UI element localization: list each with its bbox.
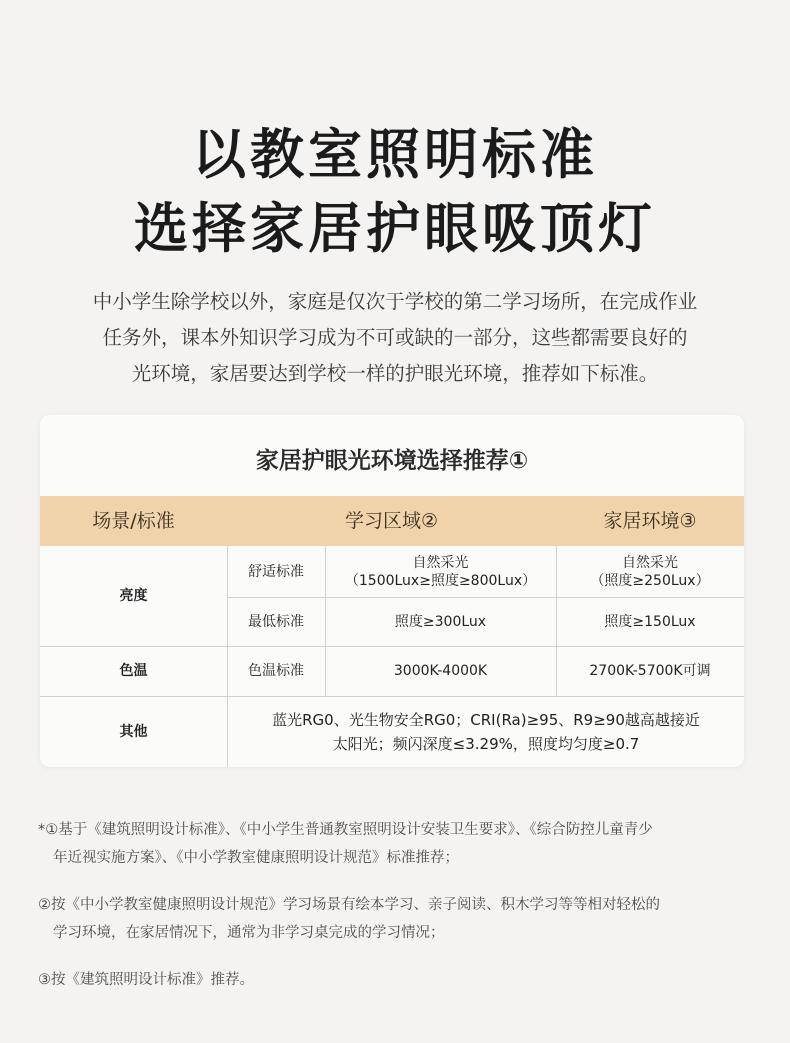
cell-text: 自然采光	[412, 554, 469, 571]
cell-text: 自然采光	[622, 554, 678, 571]
intro-line: 光环境，家居要达到学校一样的护眼光环境，推荐如下标准。	[131, 362, 659, 385]
intro-line: 任务外，课本外知识学习成为不可或缺的一部分，这些都需要良好的	[102, 326, 688, 349]
footnote-2	[38, 891, 758, 947]
cell-comfort-study	[325, 546, 556, 597]
row-label-other: 其他	[119, 723, 148, 740]
footnote-3	[38, 966, 758, 994]
cell-text: 太阳光；频闪深度≤3.29%，照度均匀度≥0.7	[332, 734, 640, 753]
footnote-line: 年近视实施方案》、《中小学教室健康照明设计规范》标准推荐；	[53, 850, 459, 866]
header-study-area: 学习区域②	[344, 510, 439, 532]
recommendation-table-card	[40, 415, 744, 767]
row-label-color-temp: 色温	[119, 663, 148, 679]
footnote-line: ③按《建筑照明设计标准》推荐。	[38, 972, 254, 988]
sub-label-color-standard: 色温标准	[248, 663, 304, 679]
cell-minimum-study: 照度≥300Lux	[394, 613, 487, 630]
cell-text: （照度≥250Lux）	[590, 572, 710, 589]
sub-label-comfort: 舒适标准	[248, 563, 304, 580]
cell-comfort-home	[556, 546, 744, 597]
footnote-1	[38, 816, 758, 872]
sub-label-minimum: 最低标准	[248, 613, 304, 630]
cell-other-details	[228, 696, 744, 767]
cell-color-home: 2700K-5700K可调	[589, 663, 711, 679]
footnote-line: ②按《中小学教室健康照明设计规范》学习场景有绘本学习、亲子阅读、积木学习等等相对轻松的	[38, 897, 660, 913]
main-heading-line2: 选择家居护眼吸顶灯	[134, 197, 656, 260]
footnote-line: *①基于《建筑照明设计标准》、《中小学生普通教室照明设计安装卫生要求》、《综合防控儿童青少	[38, 822, 653, 838]
table-title: 家居护眼光环境选择推荐①	[255, 448, 529, 474]
cell-text: 蓝光RG0、光生物安全RG0；CRI(Ra)≥95、R9≥90越高越接近	[272, 710, 700, 729]
footnote-line: 学习环境，在家居情况下，通常为非学习桌完成的学习情况；	[53, 925, 445, 941]
intro-paragraph	[0, 284, 790, 392]
cell-color-study: 3000K-4000K	[393, 663, 488, 679]
main-heading-line1: 以教室照明标准	[192, 123, 598, 186]
header-scene-standard: 场景/标准	[92, 510, 175, 532]
intro-line: 中小学生除学校以外，家庭是仅次于学校的第二学习场所，在完成作业	[92, 290, 698, 313]
header-home-environment: 家居环境③	[603, 510, 697, 532]
row-label-brightness: 亮度	[119, 588, 148, 604]
cell-minimum-home: 照度≥150Lux	[604, 613, 696, 630]
table-header-row	[40, 496, 744, 546]
cell-text: （1500Lux≥照度≥800Lux）	[344, 572, 537, 589]
